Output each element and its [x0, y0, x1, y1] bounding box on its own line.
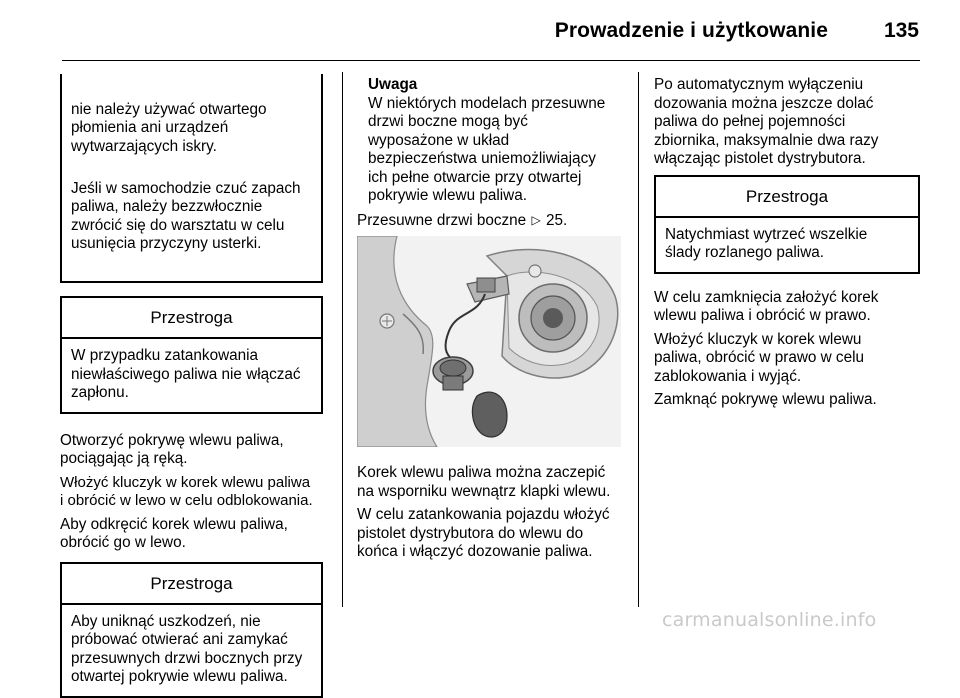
- caution-wrong-fuel-text: W przypadku zatankowania niewłaściwego paliwa nie włączać zapłonu.: [71, 347, 301, 401]
- page-reference-arrow-icon: ▷: [531, 212, 541, 227]
- cross-reference: [357, 211, 625, 231]
- caution-spilled-fuel-text: Natychmiast wytrzeć wszelkie ślady rozlanego paliwa.: [665, 225, 868, 261]
- column-1: [60, 74, 323, 698]
- caution-heading: Przestroga: [62, 564, 321, 605]
- caution-box-wrong-fuel: [60, 296, 323, 414]
- warning-box-continued: [60, 74, 323, 283]
- cross-reference-text: Przesuwne drzwi boczne: [357, 211, 527, 229]
- page-number: 135: [883, 19, 919, 42]
- warning-continued-text: nie należy używać otwartego płomienia ani urządzeń wytwarzających iskry.: [71, 100, 267, 155]
- column-divider-1: [342, 72, 343, 607]
- note-heading: Uwaga: [368, 76, 418, 93]
- instruction-lock-cap: Włożyć kluczyk w korek wlewu paliwa, obrócić w prawo w celu zablokowania i wyjąć.: [654, 330, 864, 385]
- column-2: [357, 76, 625, 567]
- instruction-close-cap: W celu zamknięcia założyć korek wlewu paliwa i obrócić w prawo.: [654, 288, 879, 324]
- note-block: [357, 76, 625, 206]
- column-3: [654, 76, 920, 415]
- cross-reference-page: 25.: [545, 211, 568, 229]
- instruction-open-flap: Otworzyć pokrywę wlewu paliwa, pociągając ją ręką.: [60, 431, 284, 467]
- page-header-title: Prowadzenie i użytkowanie: [554, 19, 828, 42]
- warning-fuel-smell-text: Jeśli w samochodzie czuć zapach paliwa, należy bezzwłocznie zwrócić się do warsztatu w celu usunięcia przyczyny usterki.: [71, 179, 301, 252]
- caution-sliding-doors-text: Aby uniknąć uszkodzeń, nie próbować otwierać ani zamykać przesuwnych drzwi bocznych przy otwartej pokrywie wlewu paliwa.: [71, 612, 303, 685]
- note-text: W niektórych modelach przesuwne drzwi boczne mogą być wyposażone w układ bezpieczeństwa uniemożliwiający ich pełne otwarcie przy otwartej pokrywie wlewu paliwa.: [368, 94, 606, 204]
- caption-hook-cap: Korek wlewu paliwa można zaczepić na wsporniku wewnątrz klapki wlewu.: [357, 464, 611, 500]
- watermark: carmanualsonline.info: [662, 609, 877, 631]
- header-divider: [62, 60, 920, 61]
- caution-box-sliding-doors: [60, 562, 323, 698]
- caution-box-spilled-fuel: [654, 175, 920, 274]
- caution-heading: Przestroga: [656, 177, 918, 218]
- fuel-filler-illustration: [357, 236, 621, 447]
- text-auto-shutoff: Po automatycznym wyłączeniu dozowania można jeszcze dolać paliwa do pełnej pojemności zbiornika, maksymalnie dwa razy włączając pistolet dystrybutora.: [654, 76, 879, 167]
- caution-heading: Przestroga: [62, 298, 321, 339]
- column-divider-2: [638, 72, 639, 607]
- instruction-unlock-cap: Włożyć kluczyk w korek wlewu paliwa i obrócić w lewo w celu odblokowania.: [60, 473, 313, 509]
- caption-insert-nozzle: W celu zatankowania pojazdu włożyć pistolet dystrybutora do wlewu do końca i włączyć dozowanie paliwa.: [357, 506, 610, 560]
- instruction-unscrew-cap: Aby odkręcić korek wlewu paliwa, obrócić go w lewo.: [60, 515, 288, 551]
- instruction-close-flap: Zamknąć pokrywę wlewu paliwa.: [654, 391, 877, 408]
- fuel-filler-drawing: [357, 236, 621, 447]
